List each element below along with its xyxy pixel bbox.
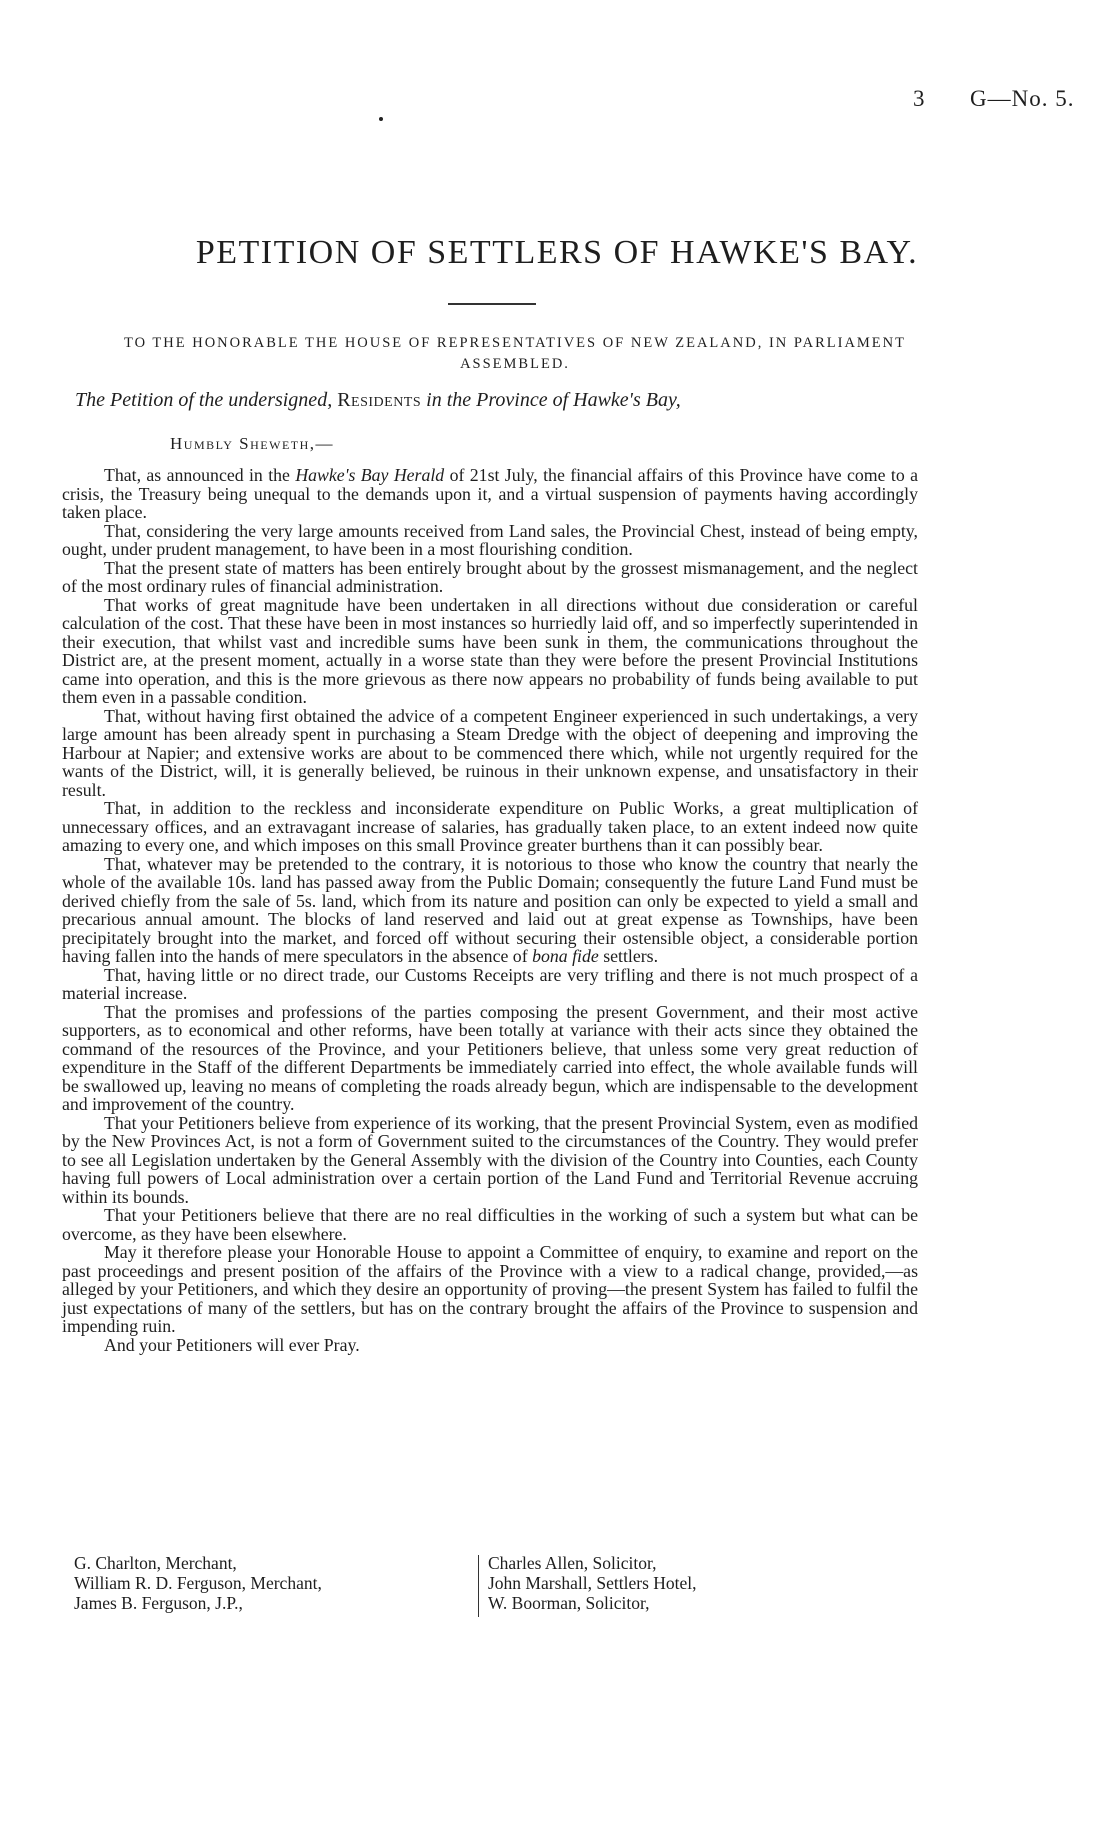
- petition-intro: [75, 389, 681, 412]
- paragraph-4: That works of great magnitude have been undertaken in all directions without due consideration or careful calculation of the cost. That these have been in most instances so hurriedly laid off, and so imperfectly superintended in their execution, that whilst vast and incredible sums have been sunk in them, the communications throughout the District are, at the present moment, actually in a worse state than they were before the present Provincial Institutions came into operation, and this is the more grievous as there now appears no probability of funds being available to put them even in a passable condition.: [62, 594, 918, 707]
- paragraph-10: That your Petitioners believe from experience of its working, that the present Provincial System, even as modified by the New Provinces Act, is not a form of Government suited to the circumstances of the Country. They would prefer to see all Legislation undertaken by the General Assembly with the division of the Country into Counties, each County having full powers of Local administration over a certain portion of the Land Fund and Territorial Revenue accruing within its bounds.: [62, 1112, 918, 1207]
- signatory: G. Charlton, Merchant,: [74, 1553, 237, 1573]
- address-line: TO THE HONORABLE THE HOUSE OF REPRESENTATIVES OF NEW ZEALAND, IN PARLIAMENT ASSEMBLED.: [123, 335, 906, 372]
- document-reference: G—No. 5.: [970, 86, 1075, 111]
- paragraph-3: That the present state of matters has been entirely brought about by the grossest mismanagement, and the neglect of the most ordinary rules of financial administration.: [62, 557, 918, 596]
- petition-body: [62, 466, 918, 1354]
- paragraph-11: That your Petitioners believe that there are no real difficulties in the working of such a system but what can be overcome, as they have been elsewhere.: [62, 1205, 918, 1244]
- paragraph-8: That, having little or no direct trade, our Customs Receipts are very trifling and there is not much prospect of a material increase.: [62, 964, 918, 1003]
- paragraph-6: That, in addition to the reckless and inconsiderate expenditure on Public Works, a great multiplication of unnecessary offices, and an extravagant increase of salaries, has gradually taken place, to an extent indeed now quite amazing to every one, and which imposes on this small Province greater burthens than it can possibly bear.: [62, 798, 918, 855]
- paragraph-7: [62, 855, 918, 966]
- signatory: W. Boorman, Solicitor,: [488, 1593, 650, 1613]
- signatory: William R. D. Ferguson, Merchant,: [74, 1573, 322, 1593]
- signatory: John Marshall, Settlers Hotel,: [488, 1573, 697, 1593]
- p7-text-b: settlers.: [603, 946, 659, 966]
- paragraph-1: [62, 466, 918, 522]
- humbly-sheweth: Humbly Sheweth,—: [170, 434, 335, 453]
- intro-tail: in the Province of Hawke's Bay,: [426, 389, 681, 411]
- ink-speck: [379, 117, 383, 121]
- signatories-right: [488, 1553, 697, 1613]
- signatory: Charles Allen, Solicitor,: [488, 1553, 657, 1573]
- petition-title: PETITION OF SETTLERS OF HAWKE'S BAY.: [195, 234, 919, 271]
- column-divider: [478, 1555, 479, 1617]
- title-rule: [448, 303, 536, 305]
- bona-fide: bona fide: [532, 946, 599, 966]
- p7-text-a: That, whatever may be pretended to the contrary, it is notorious to those who know the country that nearly the whole of the available 10s. land has passed away from the Public Domain; consequently the future Land Fund must be derived chiefly from the sale of 5s. land, which from its nature and position can only be expected to yield a small and precarious annual amount. The blocks of land reserved and laid out at great expense as Townships, have been precipitately brought into the market, and forced off without securing their ostensible object, a considerable portion having fallen into the hands of mere speculators in the absence of: [62, 853, 918, 966]
- paragraph-12: May it therefore please your Honorable House to appoint a Committee of enquiry, to examine and report on the past proceedings and present position of the affairs of the Province with a view to a radical change, provided,—as alleged by your Petitioners, and which they desire an opportunity of proving—the present System has failed to fulfil the just expectations of many of the settlers, but has on the contrary brought the affairs of the Province to suspension and impending ruin.: [62, 1242, 918, 1336]
- paragraph-9: That the promises and professions of the parties composing the present Government, and their most active supporters, as to economical and other reforms, have been totally at variance with their acts since they obtained the command of the resources of the Province, and your Petitioners believe, that unless some very great reduction of expenditure in the Staff of the different Departments be immediately carried into effect, the whole available funds will be swallowed up, leaving no means of completing the roads already begun, which are indispensable to the development and improvement of the country.: [62, 1001, 918, 1114]
- paragraph-5: That, without having first obtained the advice of a competent Engineer experienced in such undertakings, a very large amount has been already spent in purchasing a Steam Dredge with the object of deepening and improving the Harbour at Napier; and extensive works are about to be commenced there which, while not urgently required for the wants of the District, will, it is generally believed, be ruinous in their unknown expense, and unsatisfactory in their result.: [62, 705, 918, 800]
- newspaper-name: Hawke's Bay Herald: [295, 465, 445, 485]
- page-number: 3: [913, 86, 926, 111]
- signatory: James B. Ferguson, J.P.,: [74, 1593, 243, 1613]
- intro-lead: The Petition of the undersigned,: [75, 389, 333, 411]
- intro-residents: Residents: [337, 389, 422, 411]
- p1-text-a: That, as announced in the: [104, 465, 290, 485]
- paragraph-13: And your Petitioners will ever Pray.: [104, 1334, 360, 1355]
- paragraph-2: That, considering the very large amounts received from Land sales, the Provincial Chest, instead of being empty, ought, under prudent management, to have been in a most flourishing condition.: [62, 520, 918, 559]
- signatories-left: [74, 1553, 322, 1613]
- p1-text-b: of 21st July, the financial affairs of this Province have come to a crisis, the Treasury being unequal to the demands upon it, and a virtual suspension of payments having accordingly taken place.: [62, 465, 919, 522]
